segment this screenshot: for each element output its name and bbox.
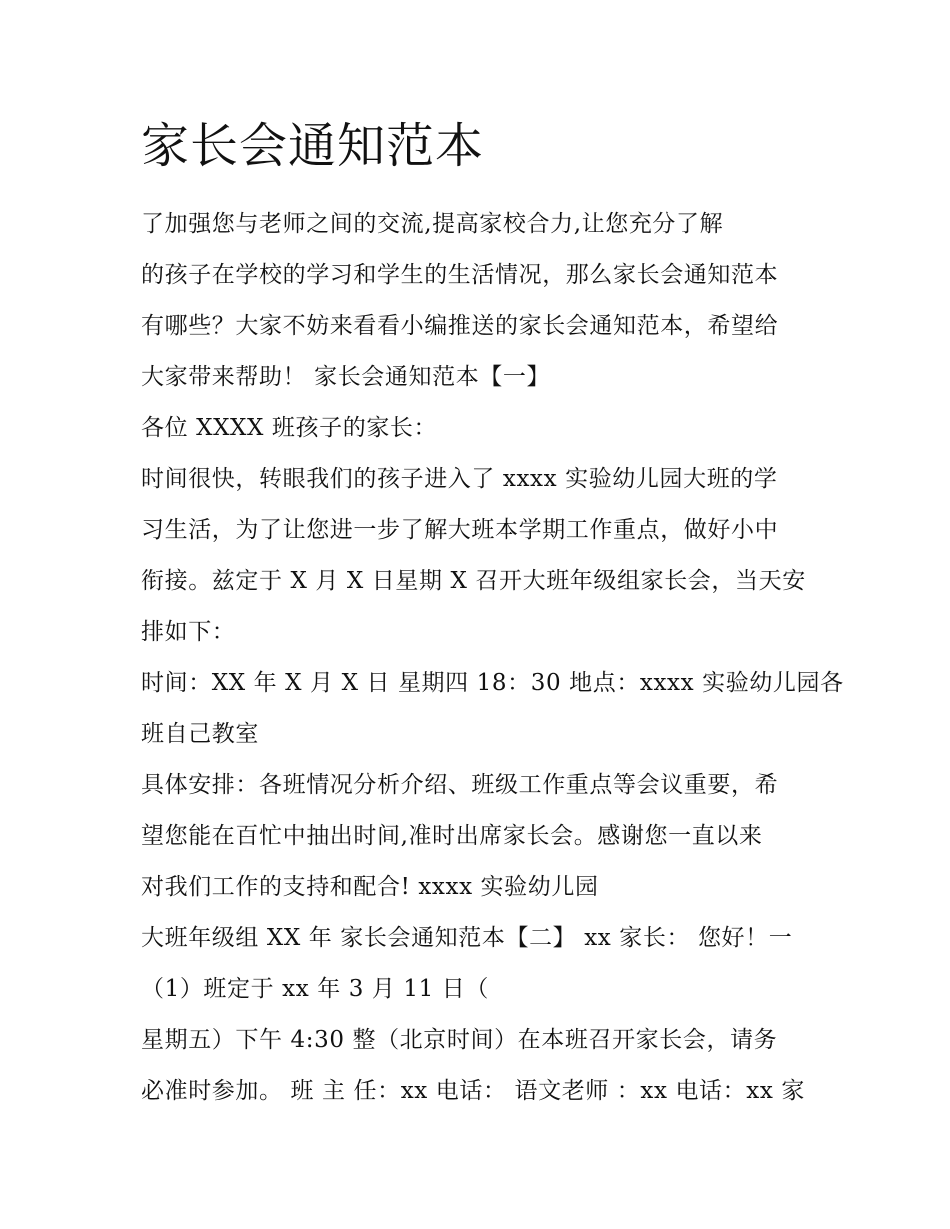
- paragraph-line: 班自己教室: [141, 721, 259, 747]
- paragraph-line: 必准时参加。 班 主 任：xx 电话： 语文老师 ：xx 电话：xx 家: [141, 1078, 805, 1104]
- paragraph-line: 时间很快，转眼我们的孩子进入了 xxxx 实验幼儿园大班的学: [141, 466, 778, 492]
- document-title: 家长会通知范本: [141, 118, 485, 174]
- paragraph-line: 各位 XXXX 班孩子的家长：: [141, 415, 438, 441]
- paragraph-line: 星期五）下午 4:30 整（北京时间）在本班召开家长会，请务: [141, 1027, 778, 1053]
- paragraph-line: 大班年级组 XX 年 家长会通知范本【二】 xx 家长： 您好！一: [141, 925, 793, 951]
- paragraph-line: 具体安排：各班情况分析介绍、班级工作重点等会议重要，希: [141, 772, 779, 798]
- paragraph-line: 对我们工作的支持和配合! xxxx 实验幼儿园: [141, 874, 599, 900]
- paragraph-line: 的孩子在学校的学习和学生的生活情况，那么家长会通知范本: [141, 262, 779, 288]
- paragraph-line: （1）班定于 xx 年 3 月 11 日（: [141, 976, 489, 1002]
- paragraph-line: 有哪些？大家不妨来看看小编推送的家长会通知范本，希望给: [141, 313, 779, 339]
- paragraph-line: 了加强您与老师之间的交流,提高家校合力,让您充分了解: [141, 211, 724, 237]
- paragraph-line: 大家带来帮助！ 家长会通知范本【一】: [141, 364, 551, 390]
- paragraph-line: 时间：XX 年 X 月 X 日 星期四 18：30 地点：xxxx 实验幼儿园各: [141, 670, 844, 696]
- paragraph-line: 衔接。兹定于 X 月 X 日星期 X 召开大班年级组家长会，当天安: [141, 568, 806, 594]
- paragraph-line: 习生活，为了让您进一步了解大班本学期工作重点，做好小中: [141, 517, 779, 543]
- paragraph-line: 排如下：: [141, 619, 236, 645]
- document-body: [141, 199, 844, 1117]
- paragraph-line: 望您能在百忙中抽出时间,准时出席家长会。感谢您一直以来: [141, 823, 763, 849]
